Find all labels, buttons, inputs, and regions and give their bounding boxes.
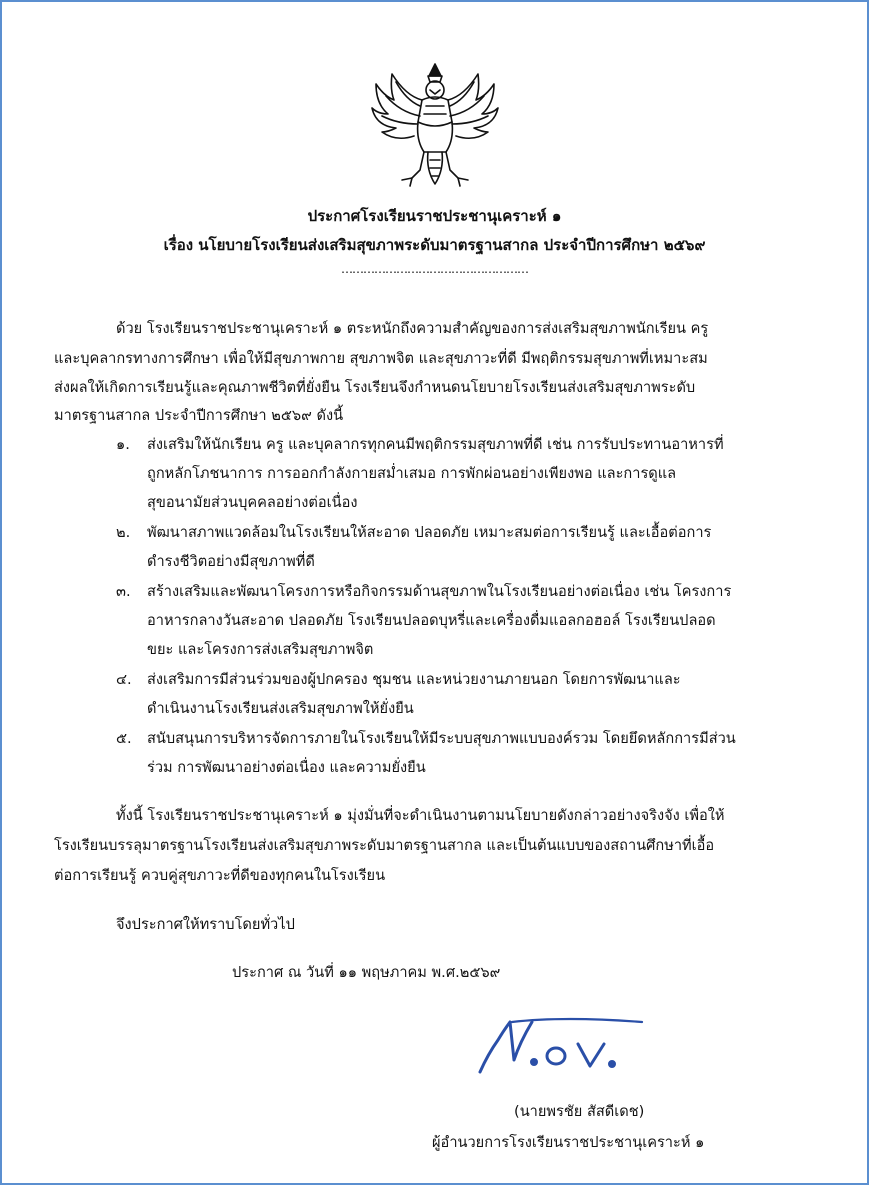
policy-line: อาหารกลางวันสะอาด ปลอดภัย โรงเรียนปลอดบุหรี่และเครื่องดื่มแอลกอฮอล์ โรงเรียนปลอด	[147, 612, 716, 629]
policy-line: ส่งเสริมให้นักเรียน ครู และบุคลากรทุกคนมีพฤติกรรมสุขภาพที่ดี เช่น การรับประทานอาหารที่	[147, 436, 724, 453]
policy-line: ส่งเสริมการมีส่วนร่วมของผู้ปกครอง ชุมชน และหน่วยงานภายนอก โดยการพัฒนาและ	[147, 671, 681, 688]
conclusion-line: ต่อการเรียนรู้ ควบคู่สุขภาวะที่ดีของทุกคนในโรงเรียน	[54, 867, 386, 884]
policy-line: สนับสนุนการบริหารจัดการภายในโรงเรียนให้มีระบบสุขภาพแบบองค์รวม โดยยึดหลักการมีส่วน	[147, 730, 736, 747]
policy-number: ๓.	[116, 583, 131, 600]
conclusion-line: โรงเรียนบรรลุมาตรฐานโรงเรียนส่งเสริมสุขภาพระดับมาตรฐานสากล และเป็นต้นแบบของสถานศึกษาที่เอื้อ	[54, 837, 715, 854]
policy-line: สร้างเสริมและพัฒนาโครงการหรือกิจกรรมด้านสุขภาพในโรงเรียนอย่างต่อเนื่อง เช่น โครงการ	[147, 583, 732, 600]
intro-line: มาตรฐานสากล ประจำปีการศึกษา ๒๕๖๙ ดังนี้	[54, 407, 344, 424]
announcement-title: ประกาศโรงเรียนราชประชานุเคราะห์ ๑	[307, 207, 562, 225]
policy-line: ขยะ และโครงการส่งเสริมสุขภาพจิต	[147, 641, 374, 658]
signatory-position: ผู้อำนวยการโรงเรียนราชประชานุเคราะห์ ๑	[432, 1134, 705, 1151]
policy-line: ถูกหลักโภชนาการ การออกกำลังกายสม่ำเสมอ การพักผ่อนอย่างเพียงพอ และการดูแล	[147, 465, 677, 482]
policy-number: ๕.	[116, 730, 132, 747]
intro-line: และบุคลากรทางการศึกษา เพื่อให้มีสุขภาพกาย สุขภาพจิต และสุขภาวะที่ดี มีพฤติกรรมสุขภาพที่เหมาะสม	[54, 350, 708, 367]
policy-line: ร่วม การพัฒนาอย่างต่อเนื่อง และความยั่งยืน	[147, 759, 426, 776]
title-separator: ……………………………………………	[341, 262, 528, 276]
announce-text: จึงประกาศให้ทราบโดยทั่วไป	[116, 916, 295, 933]
policy-line: สุขอนามัยส่วนบุคคลอย่างต่อเนื่อง	[147, 494, 358, 511]
policy-line: พัฒนาสภาพแวดล้อมในโรงเรียนให้สะอาด ปลอดภัย เหมาะสมต่อการเรียนรู้ และเอื้อต่อการ	[147, 524, 712, 541]
intro-line: ด้วย โรงเรียนราชประชานุเคราะห์ ๑ ตระหนักถึงความสำคัญของการส่งเสริมสุขภาพนักเรียน ครู	[116, 320, 709, 337]
announcement-date: ประกาศ ณ วันที่ ๑๑ พฤษภาคม พ.ศ.๒๕๖๙	[232, 964, 501, 981]
intro-line: ส่งผลให้เกิดการเรียนรู้และคุณภาพชีวิตที่ยั่งยืน โรงเรียนจึงกำหนดนโยบายโรงเรียนส่งเสริมสุขภาพระดับ	[54, 379, 696, 396]
garuda-emblem-icon	[366, 60, 504, 194]
policy-number: ๑.	[116, 436, 130, 453]
conclusion-line: ทั้งนี้ โรงเรียนราชประชานุเคราะห์ ๑ มุ่งมั่นที่จะดำเนินงานตามนโยบายดังกล่าวอย่างจริงจัง เพื่อให้	[116, 807, 725, 824]
policy-line: ดำเนินงานโรงเรียนส่งเสริมสุขภาพให้ยั่งยืน	[147, 700, 414, 717]
signatory-name: (นายพรชัย สัสดีเดช)	[514, 1103, 645, 1120]
policy-number: ๔.	[116, 671, 132, 688]
handwritten-signature	[474, 1014, 650, 1080]
policy-line: ดำรงชีวิตอย่างมีสุขภาพที่ดี	[147, 553, 315, 570]
policy-number: ๒.	[116, 524, 131, 541]
announcement-subject: เรื่อง นโยบายโรงเรียนส่งเสริมสุขภาพระดับมาตรฐานสากล ประจำปีการศึกษา ๒๕๖๙	[163, 236, 706, 254]
